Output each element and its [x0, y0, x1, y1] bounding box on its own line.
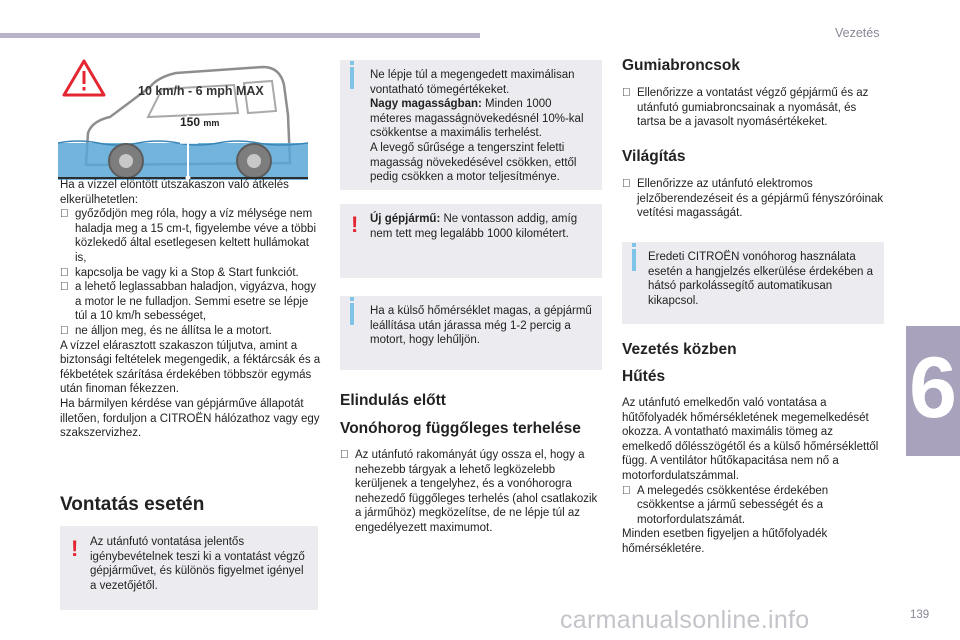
warning-triangle-icon: [64, 61, 104, 95]
towing-warning-box: [60, 526, 318, 610]
list-item: Az utánfutó rakományát úgy ossza el, hogy a nehezebb tárgyak a lehető legközelebb kerüljenek a tengelyhez, és a vonóhorogra nehezedő függőleges terhelés (ahol csatlakozik a járműhöz) megközelítse, de ne lépje túl az engedélyezett maximumot.: [355, 449, 598, 534]
hitch-load-title: Vonóhorog függőleges terhelése: [340, 420, 581, 437]
parking-aid-info-box: [622, 242, 884, 324]
list-item: győződjön meg róla, hogy a víz mélysége nem haladja meg a 15 cm-t, figyelembe véve a többi közlekedő által esetlegesen keltett hullámokat is,: [75, 208, 316, 264]
weight-info-box: [340, 60, 602, 190]
cooling-title: Hűtés: [622, 368, 666, 385]
tyres-title: Gumiabroncsok: [622, 57, 740, 74]
warning-exclamation-icon: !: [71, 536, 79, 561]
watermark: carmanualsonline.info: [560, 606, 810, 634]
section-label: Vezetés: [835, 26, 880, 40]
air-density-info: A levegő sűrűsége a tengerszint feletti magasság növekedésével csökken, ettől pedig csökken a motor teljesítménye.: [370, 141, 577, 184]
temperature-info-text: Ha a külső hőmérséklet magas, a gépjármű leállítása után járassa még 1-2 percig a motort, hogy lehűljön.: [370, 305, 592, 347]
list-item: A melegedés csökkentése érdekében csökkentse a jármű sebességét és a motorfordulatszámát.: [637, 484, 829, 526]
flood-paragraph-brakes: A vízzel elárasztott szakaszon túljutva, amint a biztonsági feltételek megengedik, a féktárcsák és a fékbetétek szárítása érdekében többször egymás után finoman fékezzen.: [60, 339, 321, 396]
list-item: kapcsolja be vagy ki a Stop & Start funkciót.: [75, 266, 299, 279]
weight-info-text: Ne lépje túl a megengedett maximálisan vontatható tömegértékeket.: [370, 69, 575, 96]
depth-unit: mm: [203, 118, 220, 128]
list-item: a lehető leglassabban haladjon, vigyázva, hogy a motor le ne fulladjon. Semmi esetre se lépje túl a 10 km/h sebességet,: [75, 281, 317, 323]
altitude-info: Nagy magasságban: Minden 1000 méteres magasságnövekedésnél 10%-kal csökkentse a maximális terhelést.: [370, 98, 584, 140]
flood-instructions: [60, 178, 322, 441]
info-icon: [350, 67, 354, 89]
chapter-number: 6: [909, 340, 957, 436]
warning-exclamation-icon: !: [351, 212, 359, 237]
cooling-paragraph: Az utánfutó emelkedőn való vontatása a hűtőfolyadék hőmérsékletének megemelkedését okozza. A vontatható maximális tömeg az emelkedő dőlésszögétől és a külső hőmérséklettől függ. A ventilátor hűtőkapacitása nem nő a motorfordulatszámmal.: [622, 397, 879, 482]
temperature-info-box: [340, 296, 602, 370]
cooling-closing: Minden esetben figyeljen a hűtőfolyadék hőmérsékletére.: [622, 528, 828, 555]
flood-paragraph-network: Ha bármilyen kérdése van gépjárműve állapotát illetően, forduljon a CITROËN hálózathoz vagy egy szakszervizhez.: [60, 397, 320, 440]
depth-label: [180, 115, 219, 129]
page-number: 139: [910, 609, 930, 621]
parking-aid-info-text: Eredeti CITROËN vonóhorog használata esetén a hangjelzés elkerülése érdekében a hátsó parkolássegítő automatikusan kikapcsol.: [648, 251, 874, 307]
info-icon: [350, 303, 354, 325]
towing-warning-text: Az utánfutó vontatása jelentős igénybevételnek teszi ki a vontatást végző gépjárművet, és különös figyelmet igényel a vezetőjétől.: [90, 536, 305, 592]
list-item: Ellenőrizze a vontatást végző gépjármű és az utánfutó gumiabroncsainak a nyomását, és tartsa be a javasolt nyomásértékeket.: [637, 87, 869, 129]
while-driving-title: Vezetés közben: [622, 341, 737, 358]
lighting-title: Világítás: [622, 148, 686, 165]
new-vehicle-warning-text: Új gépjármű: Ne vontasson addig, amíg nem tett meg legalább 1000 kilométert.: [370, 213, 578, 240]
speed-limit-label: 10 km/h - 6 mph MAX: [138, 84, 264, 98]
before-start-title: Elindulás előtt: [340, 392, 446, 409]
info-icon: [632, 249, 636, 271]
towing-title: Vontatás esetén: [60, 494, 205, 515]
flood-intro: Ha a vízzel elöntött útszakaszon való átkelés elkerülhetetlen:: [60, 179, 289, 206]
list-item: Ellenőrizze az utánfutó elektromos jelzőberendezéseit és a gépjármű fényszóróinak vetítési magasságát.: [637, 178, 884, 220]
list-item: ne álljon meg, és ne állítsa le a motort.: [75, 324, 272, 337]
header-bar: [0, 33, 480, 38]
cooling-text: [622, 396, 884, 557]
new-vehicle-warning-box: [340, 204, 602, 278]
depth-value: 150: [180, 115, 201, 129]
